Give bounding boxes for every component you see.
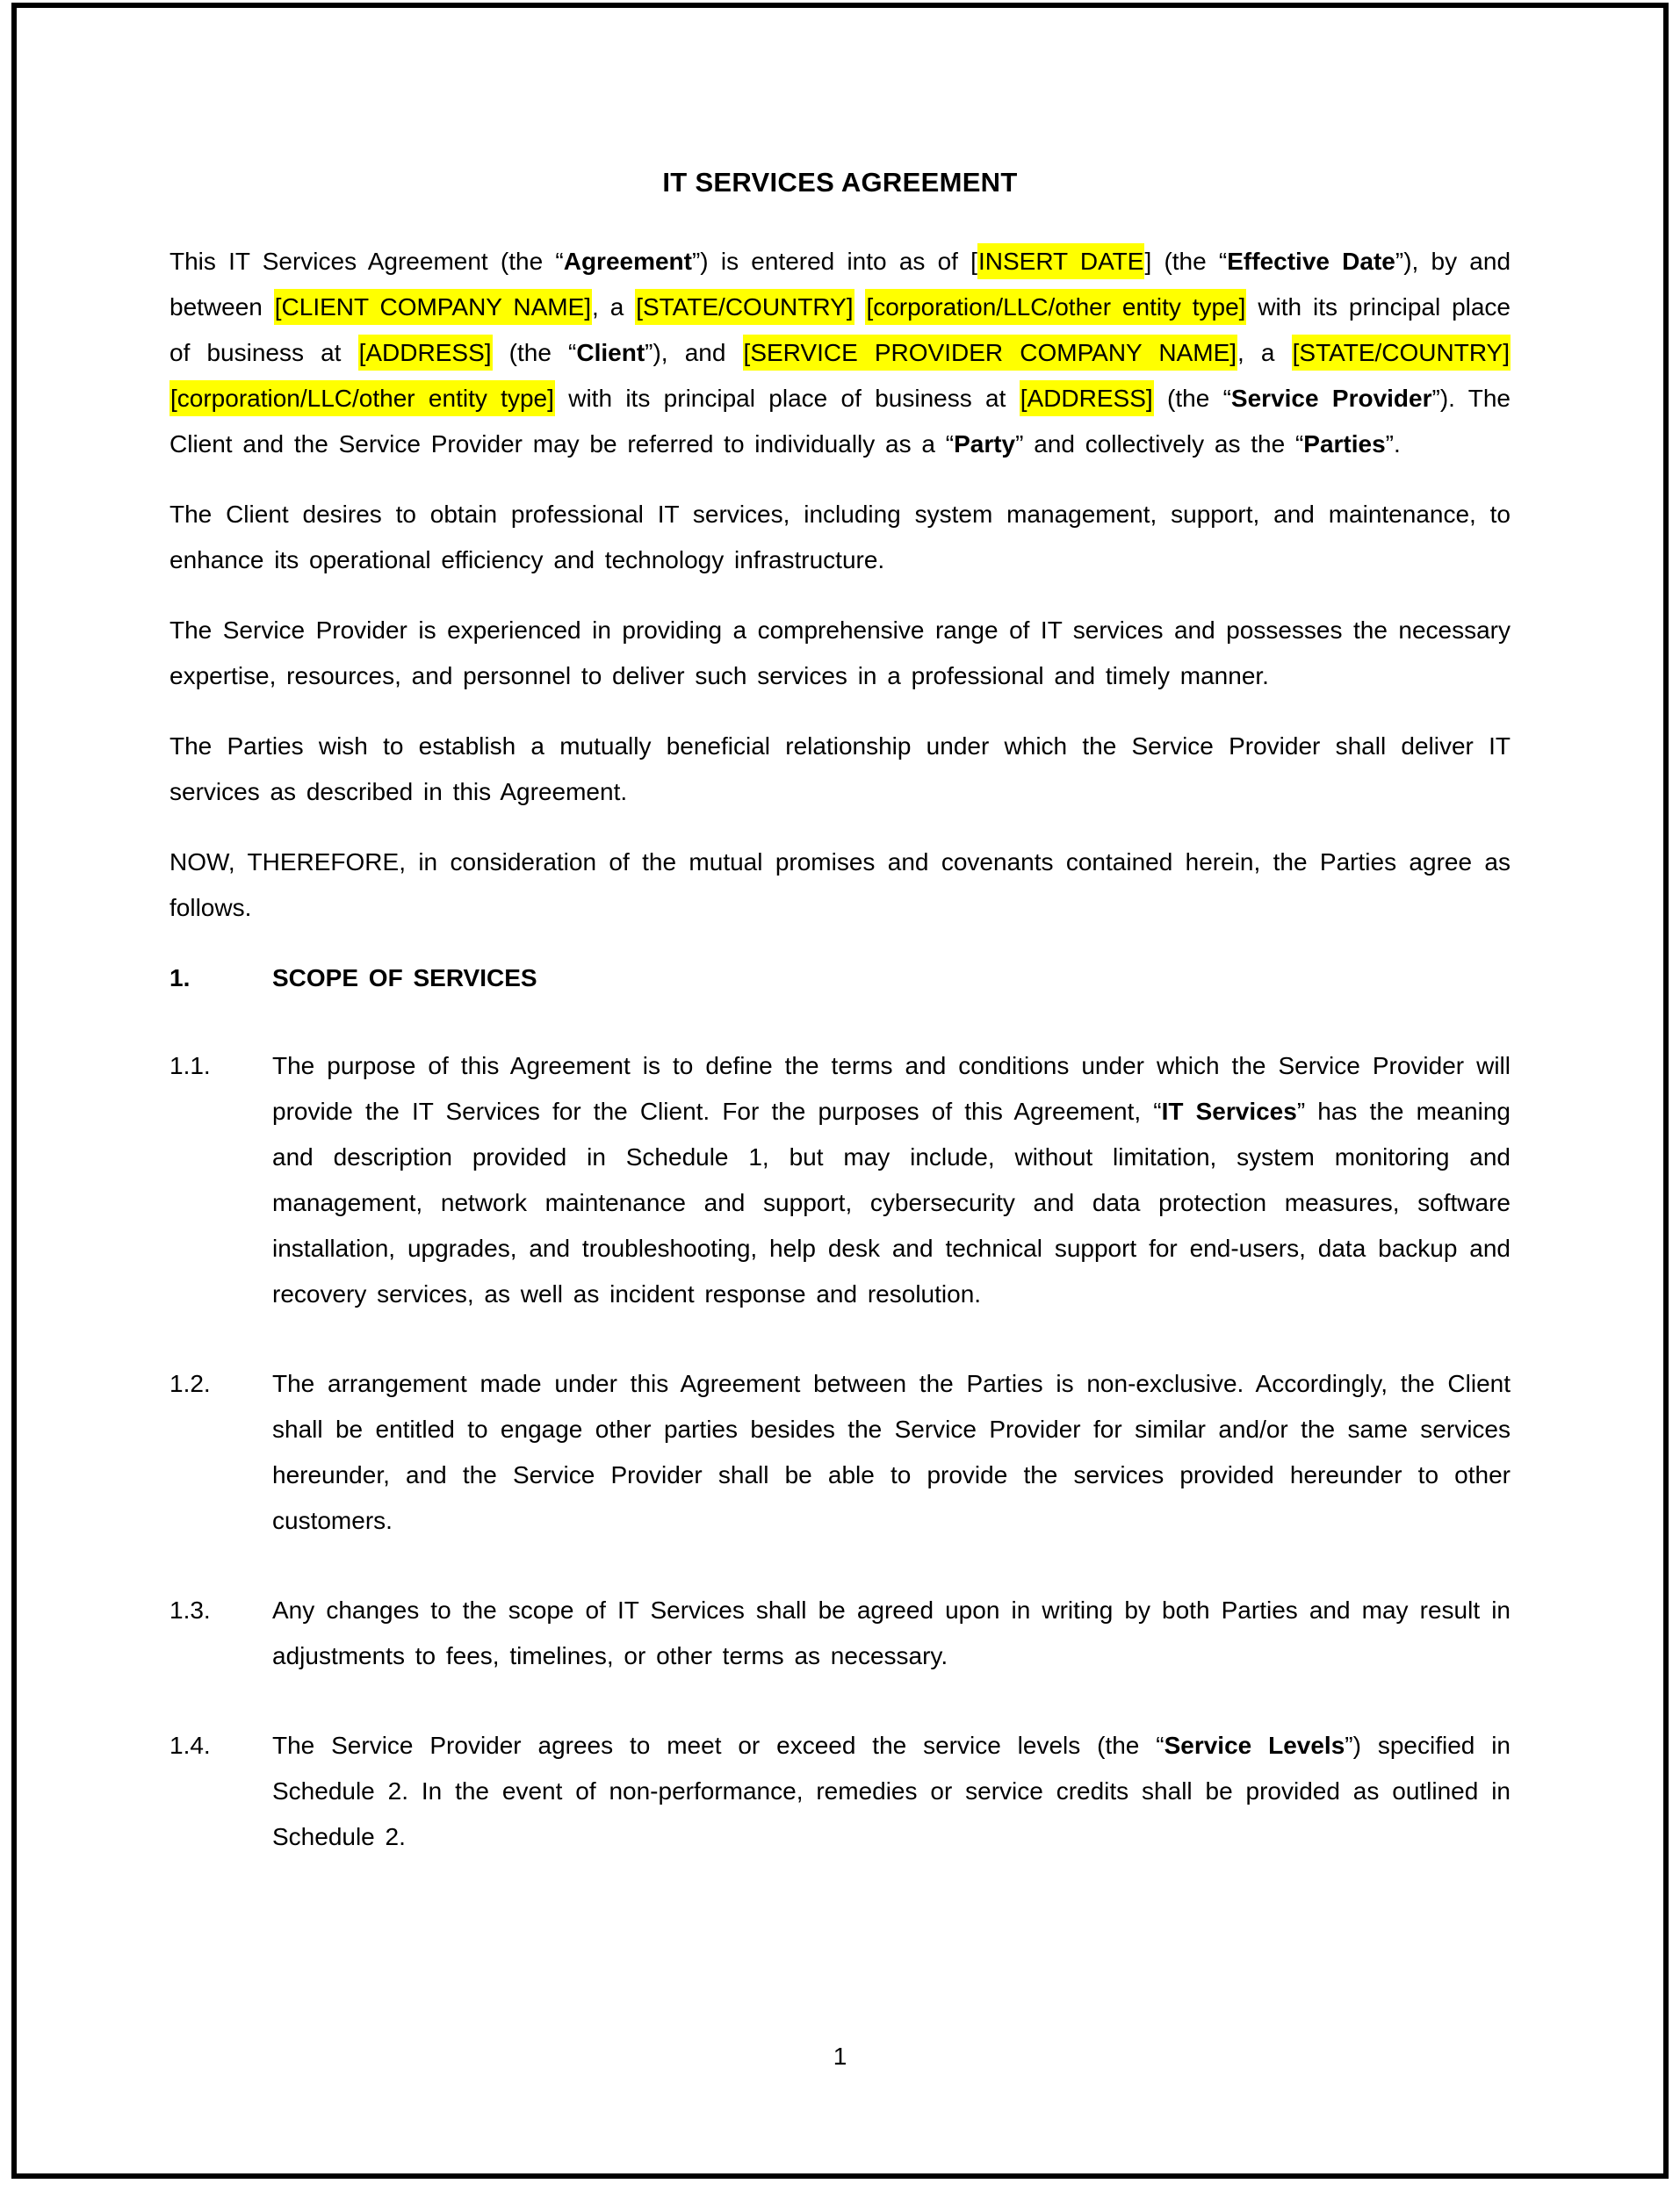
text-run: The Service Provider agrees to meet or exceed the service levels (the “ [272, 1732, 1164, 1759]
text-run: with its principal place of business at [554, 385, 1020, 412]
numbered-clause [169, 1043, 1511, 1317]
paragraph [169, 724, 1511, 815]
page-footer [0, 2039, 1680, 2074]
defined-term: Client [576, 339, 645, 366]
section-heading [169, 955, 1511, 1001]
text-run: The Client desires to obtain professional IT services, including system management, support, and maintenance, to enhance its operational efficiency and technology infrastructure. [169, 501, 1511, 573]
text-run: The Parties wish to establish a mutually beneficial relationship under which the Service Provider shall deliver IT services as described in this Agreement. [169, 732, 1511, 805]
defined-term: Effective Date [1227, 248, 1395, 275]
highlighted-placeholder: [STATE/COUNTRY] [635, 289, 854, 325]
defined-term: Service Levels [1164, 1732, 1345, 1759]
clause-number: 1. [169, 964, 191, 991]
clause-number: 1.1. [169, 1052, 211, 1079]
text-run: (the “ [492, 339, 577, 366]
text-run: The arrangement made under this Agreement between the Parties is non-exclusive. Accordingly, the Client shall be entitled to engage other parties besides the Service Provider for similar and/or the same services hereunder, and the Service Provider shall be able to provide the services provided hereunder to other customers. [272, 1370, 1511, 1534]
highlighted-placeholder: [corporation/LLC/other entity type] [865, 289, 1246, 325]
highlighted-placeholder: [STATE/COUNTRY] [1292, 335, 1511, 371]
clause-text [272, 1361, 1511, 1544]
defined-term: Agreement [563, 248, 692, 275]
numbered-clause [169, 1361, 1511, 1544]
text-run: ”). The Client and the Service Provider may be referred to individually as a “ [169, 385, 1511, 458]
highlighted-placeholder: [corporation/LLC/other entity type] [169, 380, 555, 416]
text-run: (the “ [1153, 385, 1231, 412]
text-run: ”. [1385, 430, 1401, 458]
text-run: Any changes to the scope of IT Services shall be agreed upon in writing by both Parties and may result in adjustments to fees, timelines, or other terms as necessary. [272, 1596, 1511, 1669]
text-run: ”), and [645, 339, 743, 366]
clause-text [272, 1723, 1511, 1860]
clause-text [272, 955, 1511, 1001]
clause-number: 1.4. [169, 1732, 211, 1759]
text-run: ”) is entered into as of [ [691, 248, 977, 275]
text-run: , a [1237, 339, 1292, 366]
paragraph [169, 239, 1511, 467]
page-number: 1 [833, 2043, 847, 2070]
clause-number: 1.3. [169, 1596, 211, 1624]
text-run: NOW, THEREFORE, in consideration of the mutual promises and covenants contained herein, the Parties agree as follows. [169, 848, 1511, 921]
text-run: SCOPE OF SERVICES [272, 964, 537, 991]
paragraph [169, 492, 1511, 583]
clause-number: 1.2. [169, 1370, 211, 1397]
defined-term: Service Provider [1230, 385, 1432, 412]
text-run: The Service Provider is experienced in providing a comprehensive range of IT services and possesses the necessary expertise, resources, and personnel to deliver such services in a professional and timely manner. [169, 616, 1511, 689]
defined-term: Party [954, 430, 1016, 458]
document-title: IT SERVICES AGREEMENT [662, 167, 1018, 198]
text-run: ] (the “ [1144, 248, 1228, 275]
clause-text [272, 1043, 1511, 1317]
highlighted-placeholder: INSERT DATE [977, 243, 1144, 279]
text-run: This IT Services Agreement (the “ [169, 248, 564, 275]
clause-text [272, 1588, 1511, 1679]
text-run: ”) specified in Schedule 2. In the event of non-performance, remedies or service credits shall be provided as outlined in Schedule 2. [272, 1732, 1511, 1850]
highlighted-placeholder: [ADDRESS] [358, 335, 493, 371]
paragraph [169, 840, 1511, 931]
document-content [169, 165, 1511, 1904]
text-run: The purpose of this Agreement is to define the terms and conditions under which the Service Provider will provide the IT Services for the Client. For the purposes of this Agreement, “ [272, 1052, 1511, 1125]
document-blocks [169, 239, 1511, 1860]
numbered-clause [169, 1723, 1511, 1860]
text-run: ” and collectively as the “ [1015, 430, 1304, 458]
highlighted-placeholder: [ADDRESS] [1020, 380, 1154, 416]
text-run: ” has the meaning and description provided in Schedule 1, but may include, without limitation, system monitoring and management, network maintenance and support, cybersecurity and data protection measures, software installation, upgrades, and troubleshooting, help desk and technical support for end-users, data backup and recovery services, as well as incident response and resolution. [272, 1098, 1511, 1308]
paragraph [169, 608, 1511, 699]
highlighted-placeholder: [CLIENT COMPANY NAME] [274, 289, 592, 325]
text-run: , a [592, 293, 636, 321]
defined-term: Parties [1303, 430, 1386, 458]
defined-term: IT Services [1161, 1098, 1297, 1125]
highlighted-placeholder: [SERVICE PROVIDER COMPANY NAME] [743, 335, 1237, 371]
text-run: with its principal place of business at [169, 293, 1511, 366]
text-run [854, 293, 866, 321]
numbered-clause [169, 1588, 1511, 1679]
text-run: ”), by and between [169, 248, 1511, 321]
